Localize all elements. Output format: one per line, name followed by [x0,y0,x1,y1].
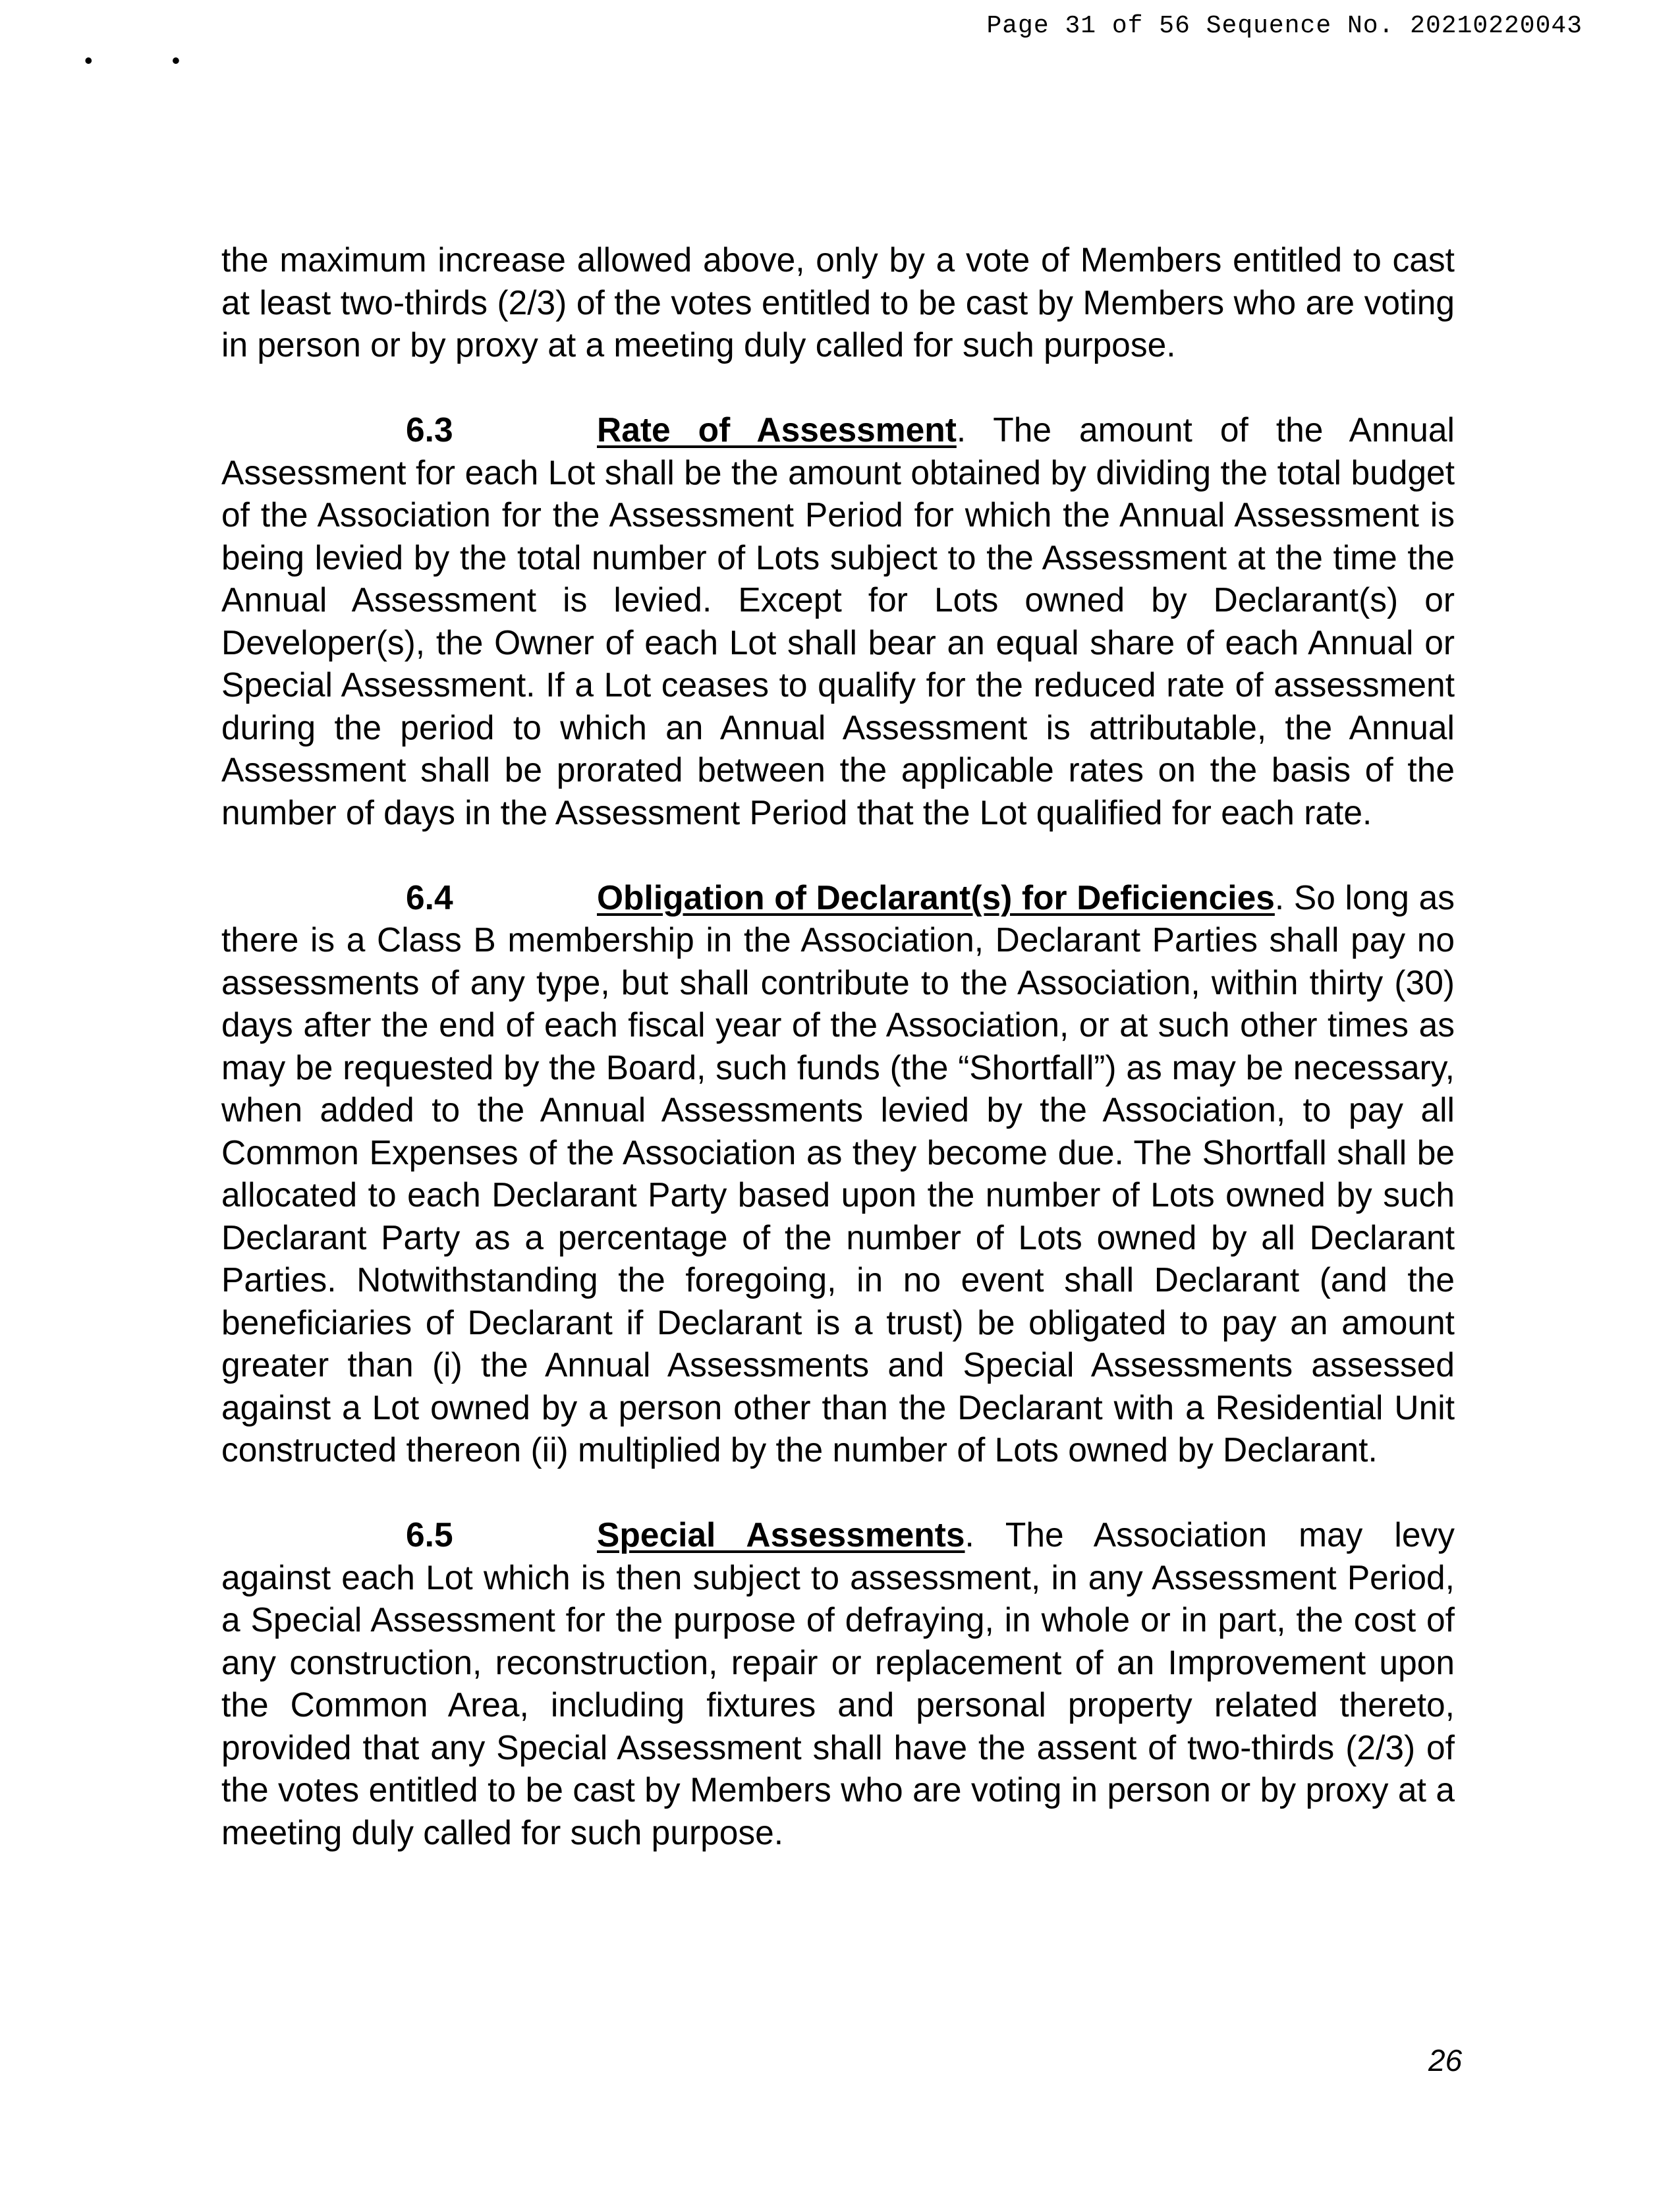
section-6-3 [221,409,1455,834]
paragraph-continuation: the maximum increase allowed above, only by a vote of Members entitled to cast at least two-thirds (2/3) of the votes entitled to be cast by Members who are voting in person or by proxy at a meeting duly called for such purpose. [221,240,1455,364]
scan-speck: • [171,47,181,74]
section-number: 6.3 [406,410,453,449]
section-heading: Obligation of Declarant(s) for Deficiencies [597,878,1275,917]
document-body [221,239,1455,1853]
scan-speck: • [84,47,93,74]
section-heading: Special Assessments [597,1515,965,1554]
scan-specks [84,49,259,72]
page-number: 26 [1428,2043,1463,2077]
section-6-4 [221,876,1455,1471]
section-6-5 [221,1513,1455,1853]
section-body: . So long as there is a Class B membership in the Association, Declarant Parties shall pay no assessments of any type, but shall contribute to the Association, within thirty (30) days after the end of each fiscal year of the Association, or at such other times as may be requested by the Board, such funds (the “Shortfall”) as may be necessary, when added to the Annual Assessments levied by the Association, to pay all Common Expenses of the Association as they become due. The Shortfall shall be allocated to each Declarant Party based upon the number of Lots owned by such Declarant Party as a percentage of the number of Lots owned by all Declarant Parties. Notwithstanding the foregoing, in no event shall Declarant (and the beneficiaries of Declarant if Declarant is a trust) be obligated to pay an amount greater than (i) the Annual Assessments and Special Assessments assessed against a Lot owned by a person other than the Declarant with a Residential Unit constructed thereon (ii) multiplied by the number of Lots owned by Declarant. [221,878,1455,1469]
section-heading: Rate of Assessment [597,410,957,449]
section-number: 6.5 [406,1515,453,1554]
section-number: 6.4 [406,878,453,917]
section-body: . The amount of the Annual Assessment for each Lot shall be the amount obtained by dividing the total budget of the Association for the Assessment Period for which the Annual Assessment is being levied by the total number of Lots subject to the Assessment at the time the Annual Assessment is levied. Except for Lots owned by Declarant(s) or Developer(s), the Owner of each Lot shall bear an equal share of each Annual or Special Assessment. If a Lot ceases to qualify for the reduced rate of assessment during the period to which an Annual Assessment is attributable, the Annual Assessment shall be prorated between the applicable rates on the basis of the number of days in the Assessment Period that the Lot qualified for each rate. [221,410,1455,832]
page-header-sequence: Page 31 of 56 Sequence No. 20210220043 [986,12,1582,40]
section-body: . The Association may levy against each Lot which is then subject to assessment, in any Assessment Period, a Special Assessment for the purpose of defraying, in whole or in part, the cost of any construction, reconstruction, repair or replacement of an Improvement upon the Common Area, including fixtures and personal property related thereto, provided that any Special Assessment shall have the assent of two-thirds (2/3) of the votes entitled to be cast by Members who are voting in person or by proxy at a meeting duly called for such purpose. [221,1515,1455,1851]
